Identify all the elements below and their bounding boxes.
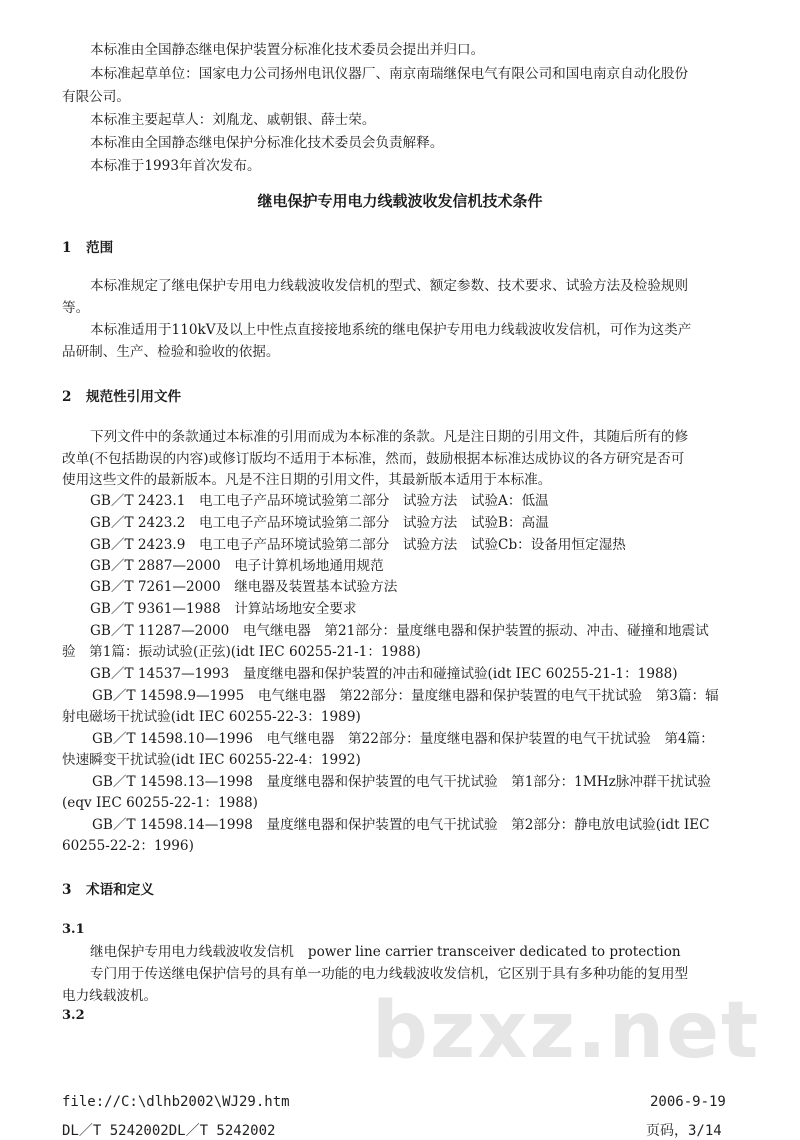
reference-item: GB／T 2423.2 电工电子产品环境试验第二部分 试验方法 试验B：高温 bbox=[90, 515, 549, 531]
reference-item-continued: (eqv IEC 60255-22-1：1988) bbox=[62, 795, 258, 811]
section-2-intro-line: 改单(不包括勘误的内容)或修订版均不适用于本标准，然而，鼓励根据本标准达成协议的各方研究是否可 bbox=[62, 451, 685, 467]
reference-item: GB／T 2423.9 电工电子产品环境试验第二部分 试验方法 试验Cb：设备用恒定湿热 bbox=[90, 537, 626, 553]
section-1-line: 等。 bbox=[62, 300, 90, 316]
section-1-line: 品研制、生产、检验和验收的依据。 bbox=[62, 344, 280, 360]
section-1-line: 本标准规定了继电保护专用电力线载波收发信机的型式、额定参数、技术要求、试验方法及检验规则 bbox=[90, 278, 689, 294]
subsection-3-1: 3.1 bbox=[62, 922, 85, 937]
watermark-logo: bzxz.net bbox=[372, 986, 761, 1076]
footer-document-code: DL／T 5242002DL／T 5242002 bbox=[62, 1123, 276, 1139]
reference-item: GB／T 11287—2000 电气继电器 第21部分：量度继电器和保护装置的振动、冲击、碰撞和地震试 bbox=[90, 623, 709, 639]
reference-item: GB／T 14598.9—1995 电气继电器 第22部分：量度继电器和保护装置的电气干扰试验 第3篇：辐 bbox=[92, 688, 719, 704]
section-title: 范围 bbox=[86, 240, 114, 256]
document-title: 继电保护专用电力线载波收发信机技术条件 bbox=[257, 192, 543, 210]
footer-page-number: 页码，3/14 bbox=[646, 1123, 722, 1139]
definition-line: 专门用于传送继电保护信号的具有单一功能的电力线载波收发信机，它区别于具有多种功能的复用型 bbox=[90, 966, 689, 982]
term-line bbox=[90, 942, 681, 962]
reference-item: GB／T 2887—2000 电子计算机场地通用规范 bbox=[90, 558, 384, 574]
reference-item-continued: 验 第1篇：振动试验(正弦)(idt IEC 60255-21-1：1988) bbox=[62, 644, 421, 660]
reference-item-continued: 快速瞬变干扰试验(idt IEC 60255-22-4：1992) bbox=[62, 752, 361, 768]
reference-item-continued: 60255-22-2：1996) bbox=[62, 838, 194, 854]
section-1-line: 本标准适用于110kV及以上中性点直接接地系统的继电保护专用电力线载波收发信机，可作为这类产 bbox=[90, 322, 692, 338]
reference-item: GB／T 14598.13—1998 量度继电器和保护装置的电气干扰试验 第1部分：1MHz脉冲群干扰试验 bbox=[92, 774, 711, 790]
footer-file-path: file://C:\dlhb2002\WJ29.htm bbox=[62, 1094, 290, 1110]
section-number: 1 bbox=[62, 240, 72, 256]
section-title: 规范性引用文件 bbox=[86, 389, 182, 405]
footer-date: 2006-9-19 bbox=[650, 1094, 726, 1110]
reference-item: GB／T 14598.14—1998 量度继电器和保护装置的电气干扰试验 第2部分：静电放电试验(idt IEC bbox=[92, 817, 710, 833]
reference-item: GB／T 2423.1 电工电子产品环境试验第二部分 试验方法 试验A：低温 bbox=[90, 493, 549, 509]
section-number: 2 bbox=[62, 389, 72, 405]
section-2-heading bbox=[62, 385, 181, 405]
section-title: 术语和定义 bbox=[86, 882, 154, 898]
foreword-line-3: 有限公司。 bbox=[62, 89, 130, 105]
reference-item: GB／T 14598.10—1996 电气继电器 第22部分：量度继电器和保护装置的电气干扰试验 第4篇： bbox=[92, 731, 714, 747]
section-3-heading bbox=[62, 878, 154, 898]
term-chinese: 继电保护专用电力线载波收发信机 bbox=[90, 944, 294, 960]
reference-item: GB／T 7261—2000 继电器及装置基本试验方法 bbox=[90, 579, 398, 595]
reference-item: GB／T 9361—1988 计算站场地安全要求 bbox=[90, 601, 357, 617]
foreword-line-5: 本标准由全国静态继电保护分标准化技术委员会负责解释。 bbox=[90, 135, 444, 151]
section-2-intro-line: 使用这些文件的最新版本。凡是不注日期的引用文件，其最新版本适用于本标准。 bbox=[62, 472, 552, 488]
section-1-heading bbox=[62, 236, 113, 256]
reference-item-continued: 射电磁场干扰试验(idt IEC 60255-22-3：1989) bbox=[62, 709, 361, 725]
definition-line: 电力线载波机。 bbox=[62, 988, 158, 1004]
foreword-line-4: 本标准主要起草人：刘胤龙、戚朝银、薛士荣。 bbox=[90, 112, 376, 128]
subsection-3-2: 3.2 bbox=[62, 1008, 85, 1023]
section-2-intro-line: 下列文件中的条款通过本标准的引用而成为本标准的条款。凡是注日期的引用文件，其随后所有的修 bbox=[90, 429, 689, 445]
foreword-line-2: 本标准起草单位：国家电力公司扬州电讯仪器厂、南京南瑞继保电气有限公司和国电南京自动化股份 bbox=[90, 66, 689, 82]
foreword-line-6: 本标准于1993年首次发布。 bbox=[90, 158, 261, 174]
foreword-line-1: 本标准由全国静态继电保护装置分标准化技术委员会提出并归口。 bbox=[90, 42, 485, 58]
section-number: 3 bbox=[62, 882, 72, 898]
reference-item: GB／T 14537—1993 量度继电器和保护装置的冲击和碰撞试验(idt IEC 60255-21-1：1988) bbox=[90, 666, 678, 682]
term-english: power line carrier transceiver dedicated to protection bbox=[307, 944, 681, 960]
